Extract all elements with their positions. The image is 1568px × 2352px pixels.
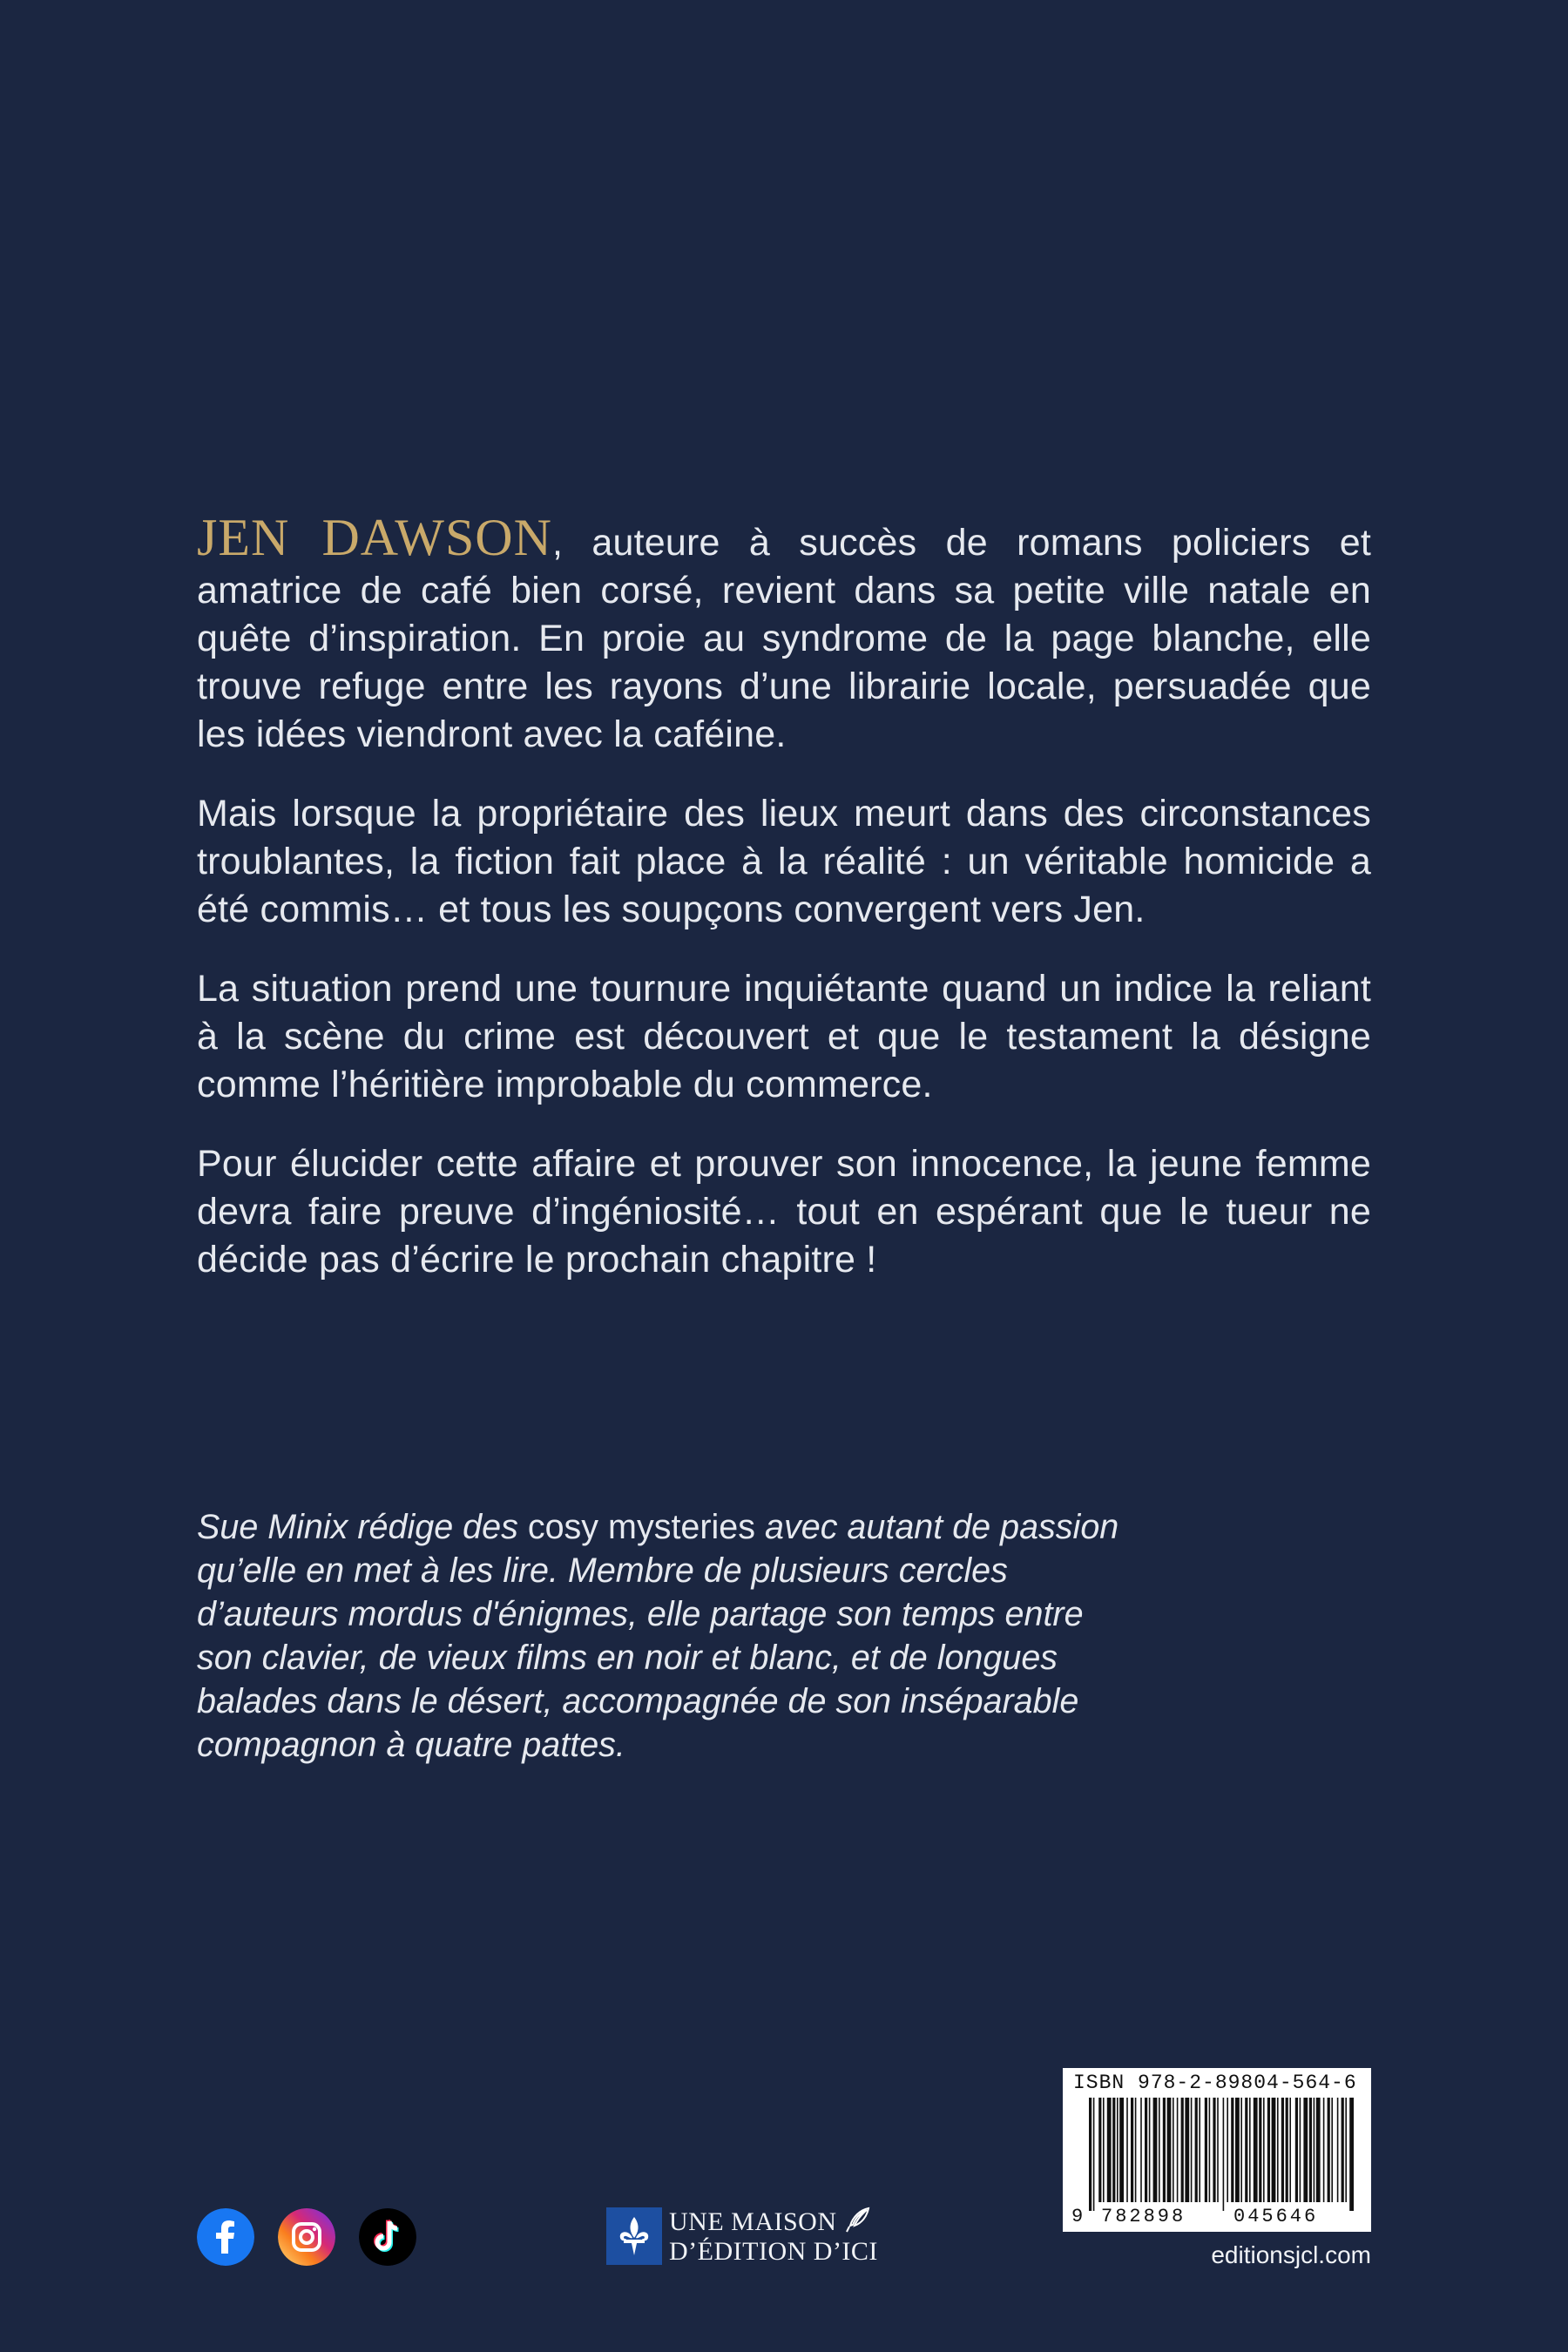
publisher-text xyxy=(669,2206,878,2267)
barcode-bar xyxy=(1167,2098,1172,2202)
bio-genre: cosy mysteries xyxy=(527,1508,756,1546)
barcode-bar xyxy=(1300,2098,1301,2202)
barcode-bar xyxy=(1267,2098,1270,2202)
barcode-bar xyxy=(1349,2098,1354,2211)
isbn-label: ISBN 978-2-89804-564-6 xyxy=(1073,2072,1357,2094)
barcode-bar xyxy=(1173,2098,1174,2202)
fleur-de-lis-icon xyxy=(606,2207,662,2265)
blurb-paragraph-1 xyxy=(197,509,1371,759)
barcode-bar xyxy=(1098,2098,1101,2202)
barcode-bar xyxy=(1314,2098,1315,2202)
barcode-bar xyxy=(1272,2098,1276,2202)
barcode-bar xyxy=(1303,2098,1308,2202)
facebook-icon[interactable] xyxy=(197,2208,254,2266)
author-bio xyxy=(197,1505,1120,1767)
character-name: JEN DAWSON xyxy=(197,509,552,566)
barcode-bar xyxy=(1231,2098,1233,2202)
barcode-bar xyxy=(1205,2098,1207,2202)
barcode-bar xyxy=(1089,2098,1092,2211)
barcode-bar xyxy=(1295,2098,1298,2202)
barcode-bar xyxy=(1227,2098,1228,2202)
barcode-bar xyxy=(1149,2098,1151,2202)
back-cover-blurb xyxy=(197,509,1371,1315)
barcode-bar xyxy=(1217,2098,1219,2202)
social-links xyxy=(197,2208,416,2266)
barcode-bar xyxy=(1112,2098,1115,2202)
barcode-bar xyxy=(1259,2098,1261,2202)
barcode-bar xyxy=(1223,2098,1225,2211)
publisher-line-2: D’ÉDITION D’ICI xyxy=(669,2237,878,2266)
barcode-bar xyxy=(1316,2098,1321,2202)
barcode-bar xyxy=(1163,2098,1166,2202)
barcode-bar xyxy=(1191,2098,1193,2202)
barcode-bar xyxy=(1245,2098,1247,2202)
publisher-website[interactable]: editionsjcl.com xyxy=(1211,2241,1371,2268)
barcode-bar xyxy=(1213,2098,1215,2202)
barcode-bar xyxy=(1254,2098,1258,2202)
barcode-bar xyxy=(1235,2098,1240,2202)
barcode-bar xyxy=(1249,2098,1251,2202)
barcode-bar xyxy=(1342,2098,1344,2202)
bio-text-1: Sue Minix rédige des xyxy=(197,1508,528,1546)
publisher-line-1: UNE MAISON xyxy=(669,2206,878,2237)
instagram-icon[interactable] xyxy=(278,2208,335,2266)
quill-icon xyxy=(844,2206,872,2234)
bio-text-2: avec autant de passion qu’elle en met à les lire. Membre de plusieurs cercles d’auteurs mordus d'énigmes, elle partage son temps entre son clavier, de vieux films en noir et blanc, et de longues balades dans le désert, accompagnée de son inséparable compagnon à quatre pattes. xyxy=(197,1508,1119,1764)
tiktok-icon[interactable] xyxy=(359,2208,416,2266)
barcode-bar xyxy=(1199,2098,1200,2202)
isbn-barcode xyxy=(1063,2068,1371,2232)
blurb-paragraph-1-text: , auteure à succès de romans policiers et amatrice de café bien corsé, revient dans sa petite ville natale en quête d’inspiration. En proie au syndrome de la page blanche, elle trouve refuge entre les rayons d’une librairie locale, persuadée que les idées viendront avec la caféine. xyxy=(197,522,1371,755)
barcode-bar xyxy=(1126,2098,1128,2202)
barcode-bar xyxy=(1145,2098,1147,2202)
barcode-bar xyxy=(1309,2098,1312,2202)
barcode-bar xyxy=(1185,2098,1189,2202)
barcode-bar xyxy=(1140,2098,1142,2202)
barcode-bar xyxy=(1117,2098,1119,2202)
barcode-bar xyxy=(1289,2098,1291,2202)
barcode-digit-first: 9 xyxy=(1071,2206,1086,2227)
barcode-bar xyxy=(1331,2098,1333,2202)
barcode-bar xyxy=(1153,2098,1158,2202)
barcode-bar xyxy=(1093,2098,1095,2211)
barcode-bar xyxy=(1177,2098,1179,2202)
barcode-bar xyxy=(1159,2098,1160,2202)
barcode-bar xyxy=(1263,2098,1265,2202)
barcode-bar xyxy=(1323,2098,1325,2202)
barcode-bar xyxy=(1337,2098,1339,2202)
barcode-bar xyxy=(1286,2098,1288,2202)
barcode-bar xyxy=(1281,2098,1284,2202)
barcode-bar xyxy=(1131,2098,1133,2202)
barcode-digits-left: 782898 xyxy=(1101,2206,1186,2227)
barcode-digits-right: 045646 xyxy=(1233,2206,1319,2227)
blurb-paragraph-4: Pour élucider cette affaire et prouver son innocence, la jeune femme devra faire preuve d’ingéniosité… tout en espérant que le tueur ne décide pas d’écrire le prochain chapitre ! xyxy=(197,1143,1371,1281)
barcode-bar xyxy=(1328,2098,1330,2202)
barcode-bar xyxy=(1181,2098,1184,2202)
barcode-bar xyxy=(1209,2098,1211,2202)
publisher-logo xyxy=(606,2206,878,2267)
blurb-paragraph-2: Mais lorsque la propriétaire des lieux meurt dans des circonstances troublantes, la fiction fait place à la réalité : un véritable homicide a été commis… et tous les soupçons convergent vers Jen. xyxy=(197,793,1371,930)
barcode-bar xyxy=(1135,2098,1137,2202)
blurb-paragraph-3: La situation prend une tournure inquiétante quand un indice la reliant à la scène du crime est découvert et que le testament la désigne comme l’héritière improbable du commerce. xyxy=(197,968,1371,1105)
barcode-bar xyxy=(1119,2098,1124,2202)
barcode-bar xyxy=(1277,2098,1279,2202)
barcode-bar xyxy=(1195,2098,1198,2202)
barcode-bar xyxy=(1107,2098,1112,2202)
barcode-bar xyxy=(1240,2098,1242,2202)
barcode-bar xyxy=(1345,2098,1347,2202)
barcode-bar xyxy=(1103,2098,1105,2202)
